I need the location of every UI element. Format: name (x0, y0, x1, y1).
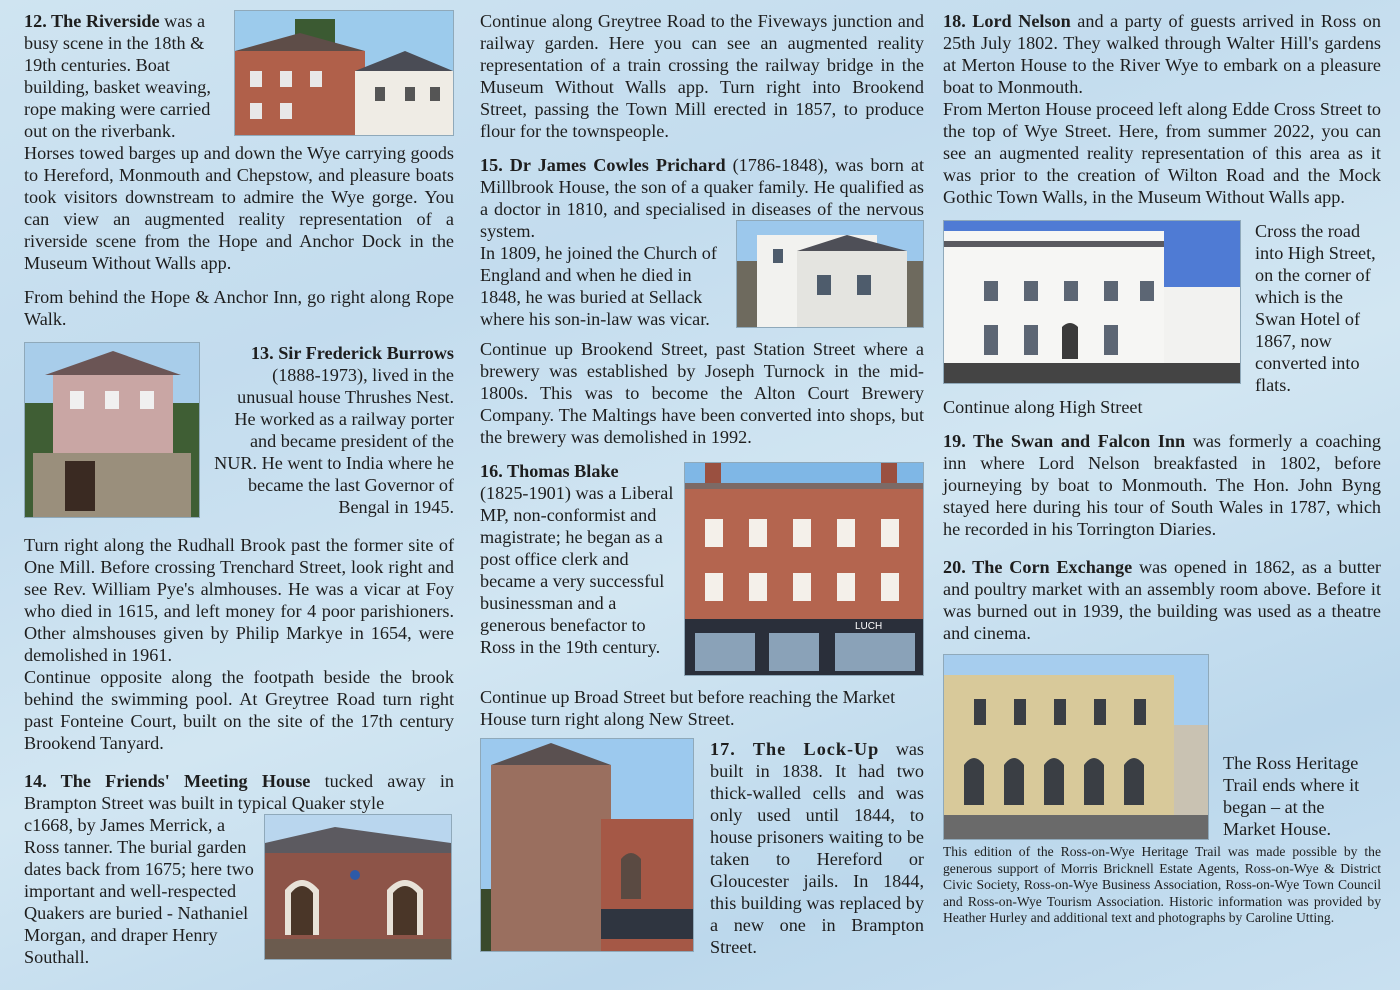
column-left (24, 10, 454, 968)
section-14-intro: 14. The Friends' Meeting House tucked away in Brampton Street was built in typical Quaker style (24, 771, 455, 813)
trail-end-note: The Ross Heritage Trail ends where it began – at the Market House. (1223, 753, 1360, 839)
section-15-title: 15. Dr James Cowles Prichard (480, 155, 726, 175)
section-12-title: 12. The Riverside (24, 11, 160, 31)
directions-continue-high-street: Continue along High Street (943, 397, 1143, 417)
section-12-body: Horses towed barges up and down the Wye carrying goods to Hereford, Monmouth and Chepstow, and pleasure boats took visitors downstream to admire the Wye gorge. You can view an augmented reality representation of a riverside scene from the Hope and Anchor Dock in the Museum Without Walls app. (24, 143, 454, 273)
millbrook-house-photo (736, 220, 924, 328)
directions-greytree-road: Continue opposite along the footpath beside the brook behind the swimming pool. At Greytree Road turn right past Fonteine Court, built on the site of the 17th century Brookend Tanyard. (24, 667, 454, 753)
section-19: 19. The Swan and Falcon Inn was formerly a coaching inn where Lord Nelson breakfasted in 1802, before journeying by boat to Monmouth. The Hon. John Byng stayed here during his tour of South Wales in 1787, which he recorded in his Torrington Diaries. (943, 431, 1381, 539)
directions-new-street: Continue up Broad Street but before reaching the Market House turn right along New Street. (480, 687, 896, 729)
section-15-intro: 15. Dr James Cowles Prichard (1786-1848), was born at Millbrook House, the son of a quaker family. He qualified as a doctor in 1810, and specialised in diseases of the nervous system. (480, 155, 924, 241)
shop-sign-text: LUCH (855, 621, 883, 632)
corn-exchange-photo (943, 654, 1209, 840)
section-12-intro: was a busy scene in the 18th & 19th centuries. Boat building, basket weaving, rope making were carried out on the riverbank. (24, 11, 211, 141)
section-18-title: 18. Lord Nelson (943, 11, 1071, 31)
directions-high-street-swan: Cross the road into High Street, on the corner of which is the Swan Hotel of 1867, now converted into flats. (1255, 221, 1376, 395)
section-14-title: 14. The Friends' Meeting House (24, 771, 311, 791)
directions-rudhall-brook: Turn right along the Rudhall Brook past the former site of One Mill. Before crossing Trenchard Street, look right and see Rev. William Pye's almhouses. He was a vicar at Foy who died in 1615, and left money for 4 poor parishioners. Other almshouses given by Philip Markye in 1654, were demolished in 1961. (24, 535, 454, 665)
directions-merton-house: From Merton House proceed left along Edde Cross Street to the top of Wye Street. Here, from summer 2022, you can see an augmented reality representation of this area as it was prior to the creation of Wilton Road and the Mock Gothic Town Walls, in the Museum Without Walls app. (943, 99, 1381, 207)
lock-up-photo (480, 738, 694, 952)
riverside-photo (234, 10, 454, 136)
section-14-body: c1668, by James Merrick, a Ross tanner. The burial garden dates back from 1675; here two important and well-respected Quakers are buried - Nathaniel Morgan, and draper Henry Southall. (24, 815, 254, 967)
directions-fiveways: Continue along Greytree Road to the Fiveways junction and railway garden. Here you can see an augmented reality representation of a train crossing the railway bridge in the Museum Without Walls app. Turn right into Brookend Street, passing the Town Mill erected in 1857, to produce flour for the townspeople. (480, 11, 924, 141)
section-15-body: In 1809, he joined the Church of England and when he died in 1848, he was buried at Sellack where his son-in-law was vicar. (480, 243, 717, 329)
credits: This edition of the Ross-on-Wye Heritage Trail was made possible by the generous support of Morris Bricknell Estate Agents, Ross-on-Wye & District Civic Society, Ross-on-Wye Business Association, Ross-on-Wye Town Council and Ross-on-Wye Tourism Association. Historic information was provided by Heather Hurley and additional text and photographs by Caroline Utting. (943, 844, 1381, 926)
section-19-title: 19. The Swan and Falcon Inn (943, 431, 1186, 451)
meeting-house-photo (264, 814, 452, 960)
section-13-body: (1888-1973), lived in the unusual house Thrushes Nest. He worked as a railway porter and became president of the NUR. He went to India where he became the last Governor of Bengal in 1945. (214, 365, 454, 517)
section-18-intro: 18. Lord Nelson and a party of guests arrived in Ross on 25th July 1802. They walked through Walter Hill's gardens at Merton House to the River Wye to embark on a pleasure boat to Monmouth. (943, 11, 1381, 97)
section-16-title: 16. Thomas Blake (480, 461, 619, 481)
swan-hotel-photo (943, 220, 1241, 384)
column-middle (480, 10, 924, 958)
section-20: 20. The Corn Exchange was opened in 1862, as a butter and poultry market with an assembly room above. Before it was burned out in 1939, the building was used as a theatre and cinema. (943, 557, 1381, 643)
thomas-blake-building-photo (684, 462, 924, 676)
directions-rope-walk: From behind the Hope & Anchor Inn, go right along Rope Walk. (24, 287, 454, 329)
column-right (943, 10, 1381, 927)
section-13-title: 13. Sir Frederick Burrows (250, 343, 454, 363)
thrushes-nest-photo (24, 342, 200, 518)
section-17-title: 17. The Lock-Up (710, 739, 880, 759)
section-17: 17. The Lock-Up was built in 1838. It had two thick-walled cells and was only used until 1844, to house prisoners waiting to be taken to Hereford or Gloucester jails. In 1844, this building was replaced by a new one in Brampton Street. (710, 739, 924, 957)
section-20-title: 20. The Corn Exchange (943, 557, 1133, 577)
section-16: 16. Thomas Blake (1825-1901) was a Liberal MP, non-conformist and magistrate; he began as a post office clerk and became a very successful businessman and a generous benefactor to Ross in the 19th century. (480, 461, 674, 657)
directions-brookend: Continue up Brookend Street, past Station Street where a brewery was established by Joseph Turnock in the mid-1800s. This was to become the Alton Court Brewery Company. The Maltings have been converted into shops, but the brewery was demolished in 1992. (480, 339, 924, 447)
